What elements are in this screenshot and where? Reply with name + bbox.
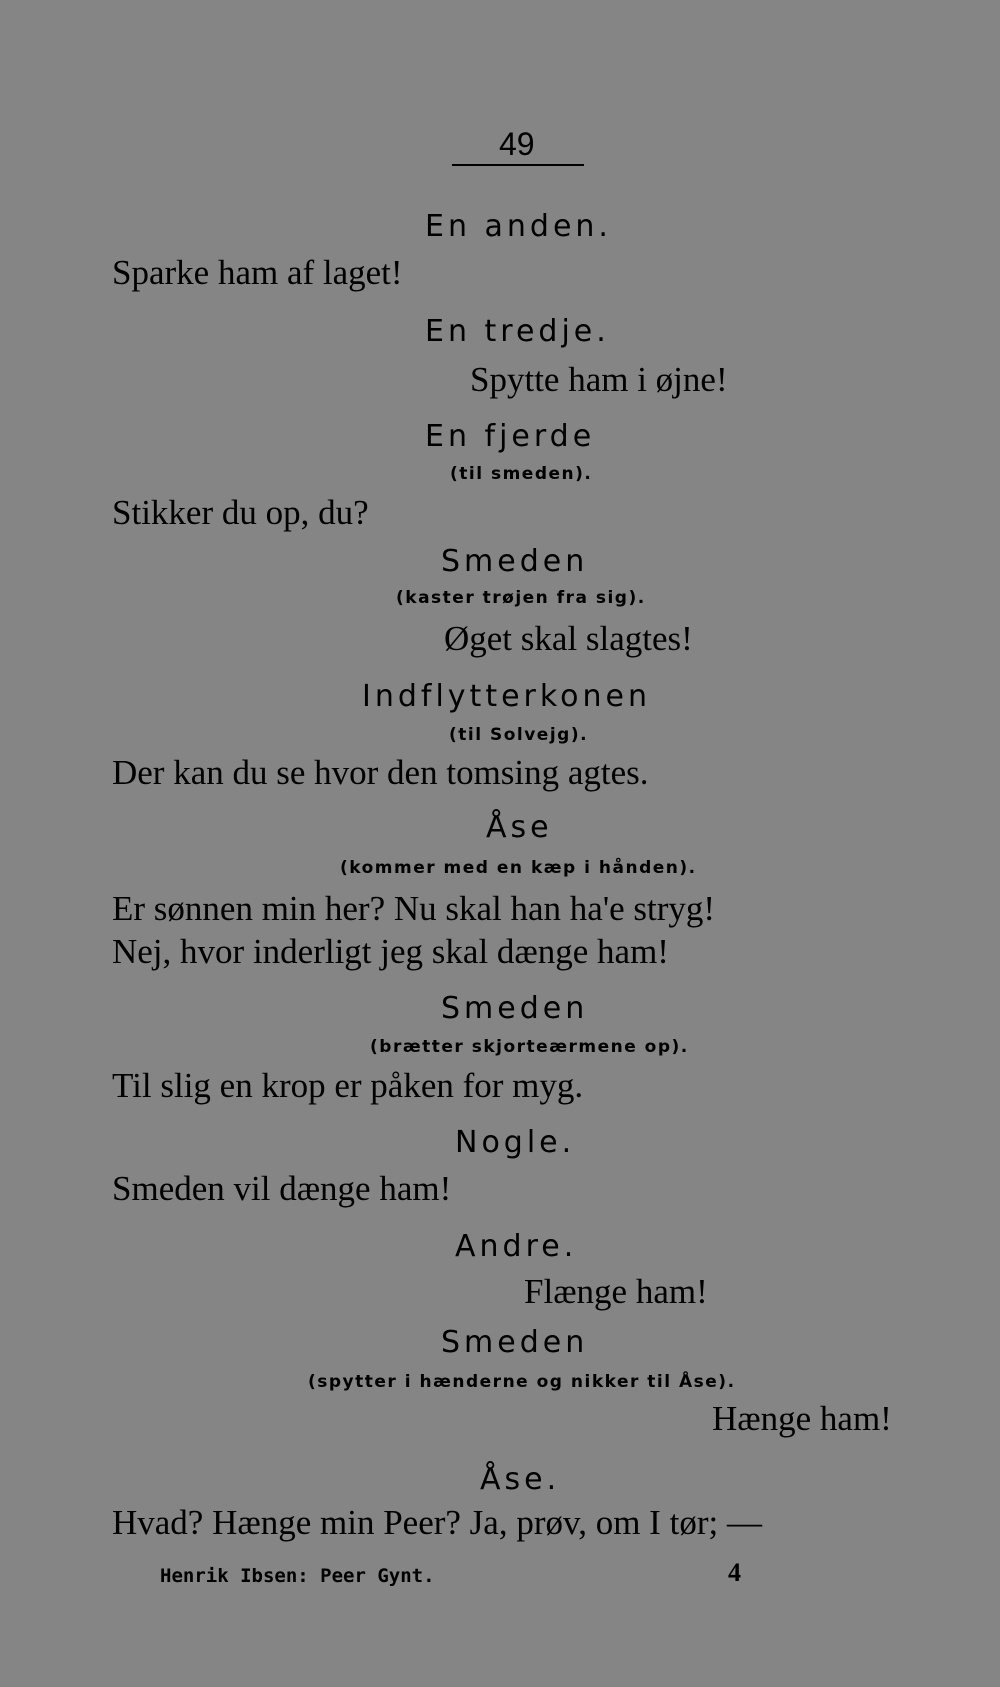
verse-line: Sparke ham af laget!: [112, 253, 403, 292]
page-number: 49: [499, 126, 535, 162]
header-rule: [452, 164, 584, 166]
speaker-name: Nogle.: [455, 1125, 576, 1160]
verse-line: Stikker du op, du?: [112, 493, 369, 532]
verse-line: Flænge ham!: [524, 1272, 708, 1311]
stage-direction: (kaster trøjen fra sig).: [396, 588, 646, 608]
speaker-name: En fjerde: [425, 419, 596, 454]
speaker-name: Indflytterkonen: [362, 679, 652, 714]
speaker-name: En tredje.: [425, 314, 610, 349]
stage-direction: (til smeden).: [450, 464, 593, 484]
verse-line: Øget skal slagtes!: [444, 619, 693, 658]
verse-line: Hænge ham!: [712, 1399, 892, 1438]
verse-line: Er sønnen min her? Nu skal han ha'e stryg!: [112, 889, 716, 928]
speaker-name: En anden.: [425, 209, 612, 244]
speaker-name: Smeden: [441, 991, 589, 1026]
speaker-name: Andre.: [455, 1229, 578, 1264]
speaker-name: Åse: [486, 810, 553, 845]
speaker-name: Åse.: [480, 1462, 561, 1497]
stage-direction: (brætter skjorteærmene op).: [370, 1037, 689, 1057]
speaker-name: Smeden: [441, 1325, 589, 1360]
stage-direction: (til Solvejg).: [449, 725, 589, 745]
verse-line: Smeden vil dænge ham!: [112, 1169, 452, 1208]
speaker-name: Smeden: [441, 544, 589, 579]
stage-direction: (kommer med en kæp i hånden).: [340, 858, 697, 878]
verse-line: Hvad? Hænge min Peer? Ja, prøv, om I tør; —: [112, 1503, 762, 1542]
verse-line: Spytte ham i øjne!: [470, 360, 728, 399]
verse-line: Til slig en krop er påken for myg.: [112, 1066, 584, 1105]
verse-line: Der kan du se hvor den tomsing agtes.: [112, 753, 649, 792]
verse-line: Nej, hvor inderligt jeg skal dænge ham!: [112, 932, 669, 971]
footer-author-title: Henrik Ibsen: Peer Gynt.: [160, 1565, 435, 1587]
signature-mark: 4: [728, 1558, 741, 1587]
stage-direction: (spytter i hænderne og nikker til Åse).: [308, 1372, 736, 1392]
